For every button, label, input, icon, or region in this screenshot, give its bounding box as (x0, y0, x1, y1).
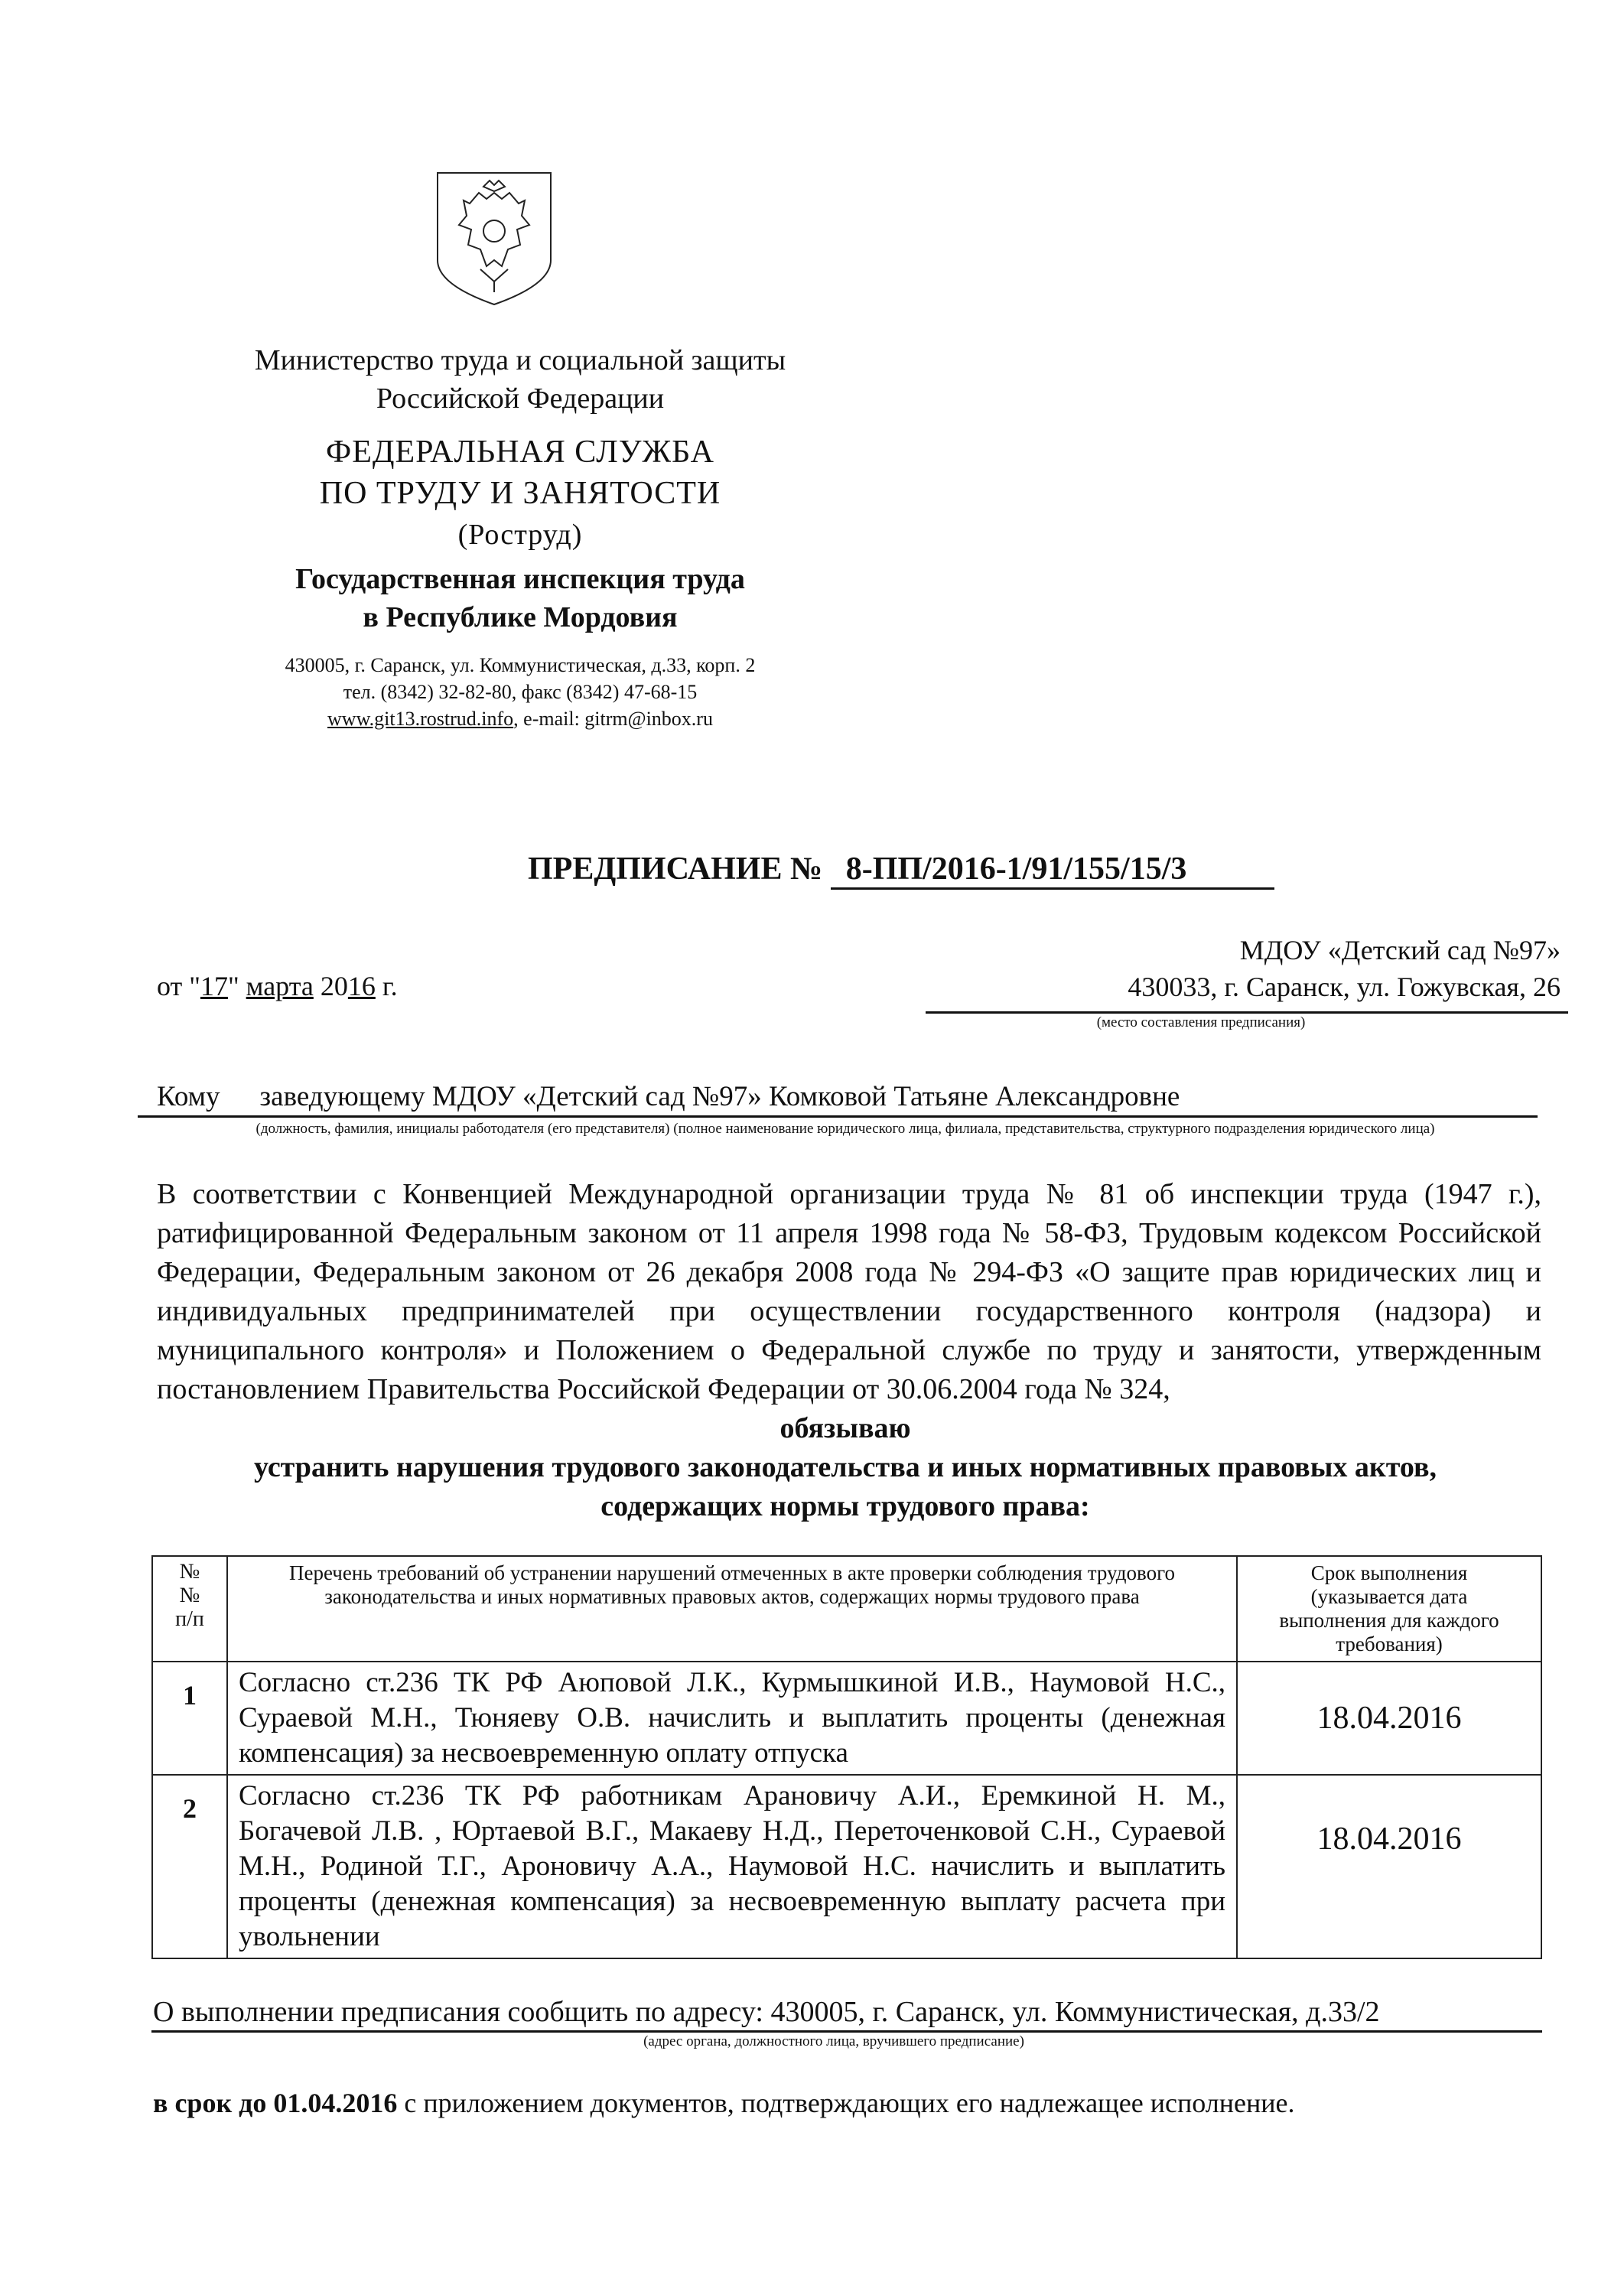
service-abbr: (Роструд) (457, 519, 583, 551)
report-underline (151, 2030, 1542, 2033)
service-line-2: ПО ТРУДУ И ЗАНЯТОСТИ (319, 476, 721, 511)
place-address: 430033, г. Саранск, ул. Гожувская, 26 (1128, 972, 1561, 1002)
date-day: 17 (200, 971, 228, 1001)
date-prefix: от " (157, 971, 200, 1001)
order-number: 8-ПП/2016-1/91/155/15/3 (831, 851, 1274, 890)
recipient-value: заведующему МДОУ «Детский сад №97» Комковой Татьяне Александровне (259, 1081, 1180, 1112)
eliminate-heading-line-2: содержащих нормы трудового права: (600, 1490, 1090, 1522)
ministry-line-1: Министерство труда и социальной защиты (254, 344, 786, 376)
row-1-num: 1 (152, 1662, 227, 1775)
header-deadline: Срок выполнения (указывается дата выполнения для каждого требования) (1237, 1556, 1541, 1662)
inspection-web (153, 705, 887, 732)
header-requirement: Перечень требований об устранении нарушений отмеченных в акте проверки соблюдения трудового законодательства и иных нормативных правовых актов, содержащих нормы трудового права (227, 1556, 1237, 1662)
date-year: 16 (347, 971, 376, 1001)
table-row (152, 1662, 1541, 1775)
row-1-date: 18.04.2016 (1237, 1662, 1541, 1775)
place-underline (926, 1011, 1568, 1014)
website-link[interactable]: www.git13.rostrud.info (327, 708, 514, 730)
deadline-sentence (153, 2087, 1294, 2119)
inspection-name (153, 560, 887, 636)
inspection-line-2: в Республике Мордовия (363, 601, 678, 633)
requirements-table (151, 1555, 1542, 1959)
row-1-text: Согласно ст.236 ТК РФ Аюповой Л.К., Курмышкиной И.В., Наумовой Н.С., Сураевой М.Н., Тюняеву О.В. начислить и выплатить проценты (денежная компенсация) за несвоевременную оплату отпуска (227, 1662, 1237, 1775)
service-name (153, 431, 887, 555)
ministry-name (153, 341, 887, 418)
order-title (528, 851, 1274, 890)
recipient-underline (138, 1115, 1538, 1118)
deadline-date: в срок до 01.04.2016 (153, 2088, 398, 2118)
deadline-rest: с приложением документов, подтверждающих его надлежащее исполнение. (397, 2088, 1295, 2118)
ministry-line-2: Российской Федерации (376, 382, 665, 415)
inspection-address: 430005, г. Саранск, ул. Коммунистическая, д.33, корп. 2 (285, 654, 756, 676)
eliminate-heading-line-1: устранить нарушения трудового законодательства и иных нормативных правовых актов, (253, 1451, 1437, 1483)
recipient (157, 1080, 1180, 1113)
order-date (157, 970, 398, 1002)
inspection-contacts (153, 652, 887, 732)
oblige-heading: обязываю (779, 1412, 911, 1444)
legal-basis-paragraph: В соответствии с Конвенцией Международной организации труда № 81 об инспекции труда (1947 г.), ратифицированной Федеральным законом от 11 апреля 1998 года № 58-ФЗ, Трудовым кодексом Российской Федерации, Федеральным законом от 26 декабря 2008 года № 294-ФЗ «О защите прав юридических лиц и индивидуальных предпринимателей при осуществлении государственного контроля (надзора) и муниципального контроля» и Положением о Федеральной службе по труду и занятости, утвержденным постановлением Правительства Российской Федерации от 30.06.2004 года № 324, (157, 1178, 1541, 1405)
date-suffix: г. (375, 971, 398, 1001)
report-caption: (адрес органа, должностного лица, вручившего предписание) (643, 2033, 1024, 2049)
date-year-prefix: 20 (313, 971, 348, 1001)
recipient-label: Кому (157, 1081, 220, 1112)
report-address: О выполнении предписания сообщить по адресу: 430005, г. Саранск, ул. Коммунистическая, д.33/2 (153, 1996, 1380, 2028)
coat-of-arms-emblem (433, 170, 555, 306)
double-headed-eagle-icon (433, 170, 555, 306)
inspection-line-1: Государственная инспекция труда (295, 563, 745, 595)
place-org: МДОУ «Детский сад №97» (1239, 935, 1561, 965)
row-2-date: 18.04.2016 (1237, 1775, 1541, 1958)
email-text: , e-mail: gitrm@inbox.ru (513, 708, 713, 730)
order-title-label: ПРЕДПИСАНИЕ № (528, 851, 823, 887)
row-2-num: 2 (152, 1775, 227, 1958)
recipient-caption: (должность, фамилия, инициалы работодателя (его представителя) (полное наименование юридического лица, филиала, представительства, структурного подразделения юридического лица) (255, 1121, 1435, 1137)
place-block (929, 932, 1561, 1005)
date-mid: " (227, 971, 246, 1001)
service-line-1: ФЕДЕРАЛЬНАЯ СЛУЖБА (326, 435, 714, 470)
place-caption: (место составления предписания) (1096, 1014, 1306, 1030)
inspection-phone: тел. (8342) 32-82-80, факс (8342) 47-68-15 (343, 681, 698, 703)
header-num: № № п/п (152, 1556, 227, 1662)
table-row (152, 1775, 1541, 1958)
row-2-text: Согласно ст.236 ТК РФ работникам Арановичу А.И., Еремкиной Н. М., Богачевой Л.В. , Юртаевой В.Г., Макаеву Н.Д., Переточенковой С.Н., Сураевой М.Н., Родиной Т.Г., Ароновичу А.А., Наумовой Н.С. начислить и выплатить проценты (денежная компенсация) за несвоевременную выплату расчета при увольнении (227, 1775, 1237, 1958)
table-header-row (152, 1556, 1541, 1662)
date-month: марта (246, 971, 314, 1001)
